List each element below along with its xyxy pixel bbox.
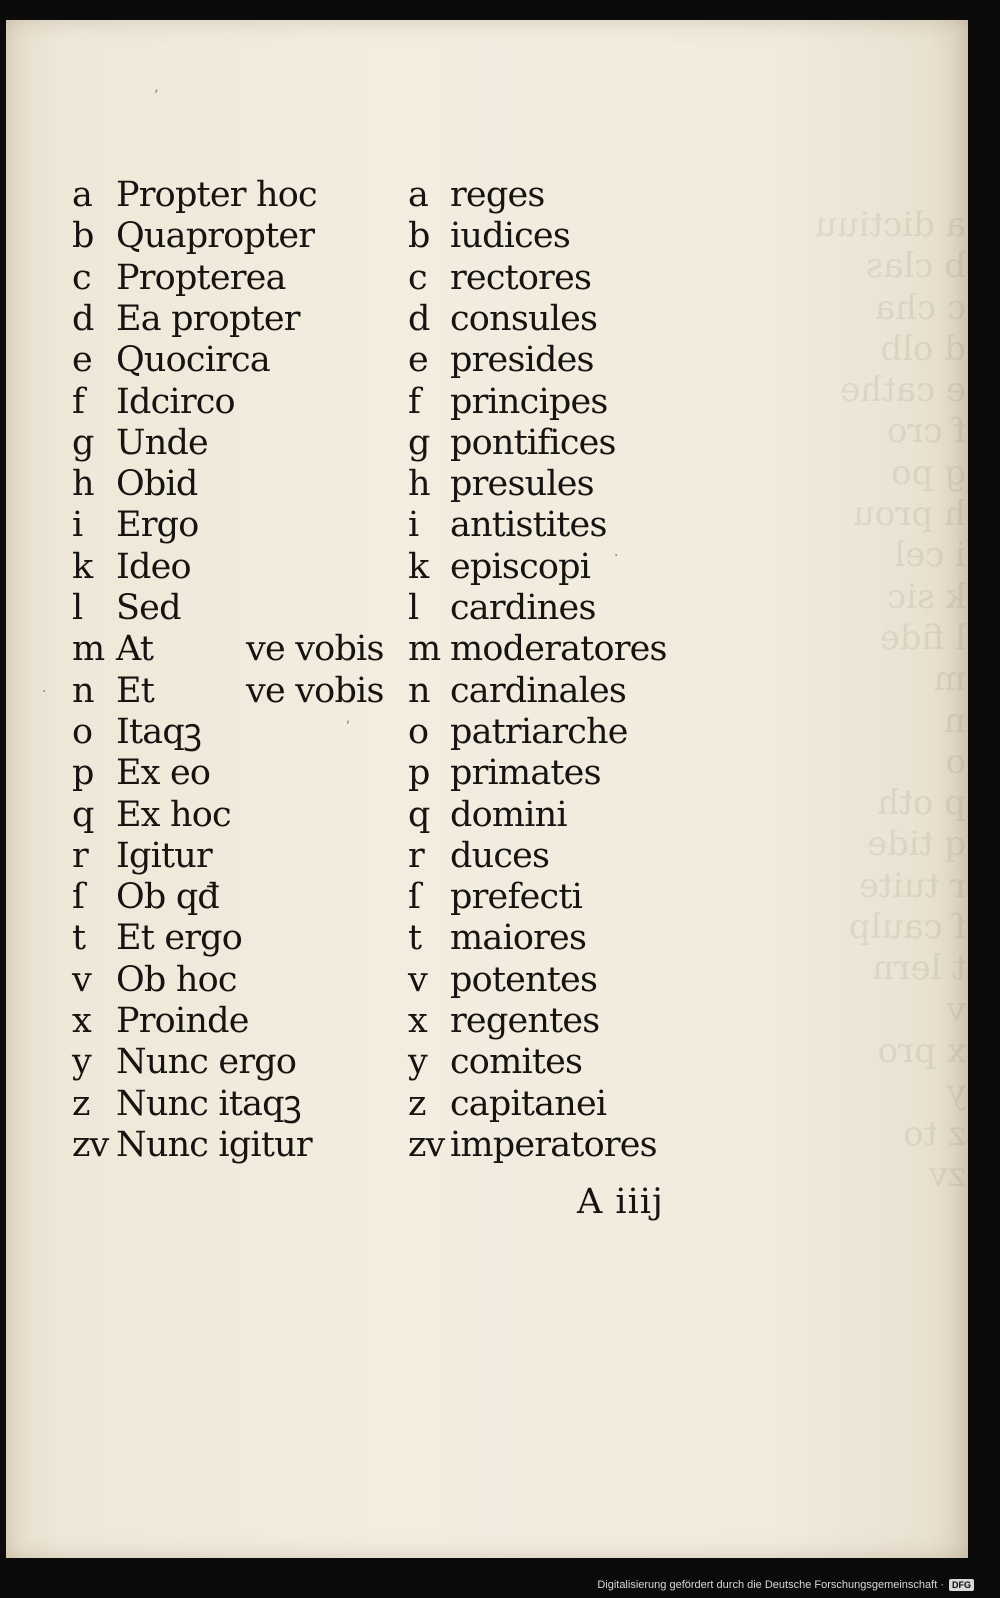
left-word: Unde <box>116 422 208 463</box>
right-letter: v <box>408 959 427 1000</box>
list-row <box>6 753 946 794</box>
left-word: Propterea <box>116 257 286 298</box>
left-letter: b <box>72 216 94 257</box>
show-through-line: ſ caulp <box>848 907 966 948</box>
left-word-extra: ve vobis <box>246 629 384 670</box>
right-letter: ſ <box>408 877 420 918</box>
list-row <box>6 258 946 299</box>
left-letter: zv <box>72 1124 109 1165</box>
left-letter: q <box>72 794 94 835</box>
signature-mark: A iiij <box>577 1182 664 1222</box>
left-letter: ſ <box>72 877 84 918</box>
left-word: Quocirca <box>116 340 270 381</box>
right-letter: h <box>408 464 430 505</box>
right-letter: g <box>408 422 430 463</box>
show-through-line: zv <box>928 1154 966 1195</box>
show-through-line: n <box>944 700 966 741</box>
list-row <box>6 423 946 464</box>
ink-speck: · <box>42 684 47 700</box>
right-letter: r <box>408 835 424 876</box>
show-through-line: r tuite <box>858 865 966 906</box>
left-letter: v <box>72 959 91 1000</box>
show-through-line: h prou <box>852 494 966 535</box>
left-word: At <box>116 629 154 670</box>
left-letter: i <box>72 505 83 546</box>
list-row <box>6 1042 946 1083</box>
left-letter: c <box>72 257 91 298</box>
left-word: Nunc itaqꝫ <box>116 1083 301 1124</box>
list-row <box>6 175 946 216</box>
list-row <box>6 836 946 877</box>
right-letter: p <box>408 753 430 794</box>
left-letter: m <box>72 629 105 670</box>
digitization-credit <box>597 1579 974 1591</box>
left-word: Et <box>116 670 155 711</box>
list-row <box>6 629 946 670</box>
left-word: Ergo <box>116 505 199 546</box>
show-through-line: a dictiuu <box>814 205 966 245</box>
left-word: Ex hoc <box>116 794 231 835</box>
show-through-line: m <box>933 659 966 700</box>
left-letter: h <box>72 464 94 505</box>
left-letter: p <box>72 753 94 794</box>
list-row <box>6 1125 946 1166</box>
right-letter: z <box>408 1083 426 1124</box>
right-word: principes <box>450 381 608 422</box>
left-word: Proinde <box>116 1001 249 1041</box>
list-row <box>6 588 946 629</box>
show-through-line: q tide <box>867 824 966 865</box>
list-row <box>6 464 946 505</box>
right-word: presules <box>450 464 594 505</box>
show-through-line: x pro <box>877 1030 966 1071</box>
right-letter: f <box>408 381 420 422</box>
right-word: patriarche <box>450 711 628 752</box>
left-word: Nunc igitur <box>116 1124 312 1165</box>
right-word: primates <box>450 753 601 794</box>
dfg-logo: DFG <box>949 1579 974 1591</box>
right-word: reges <box>450 175 545 215</box>
right-word: potentes <box>450 959 598 1000</box>
right-letter: l <box>408 588 419 628</box>
list-row <box>6 340 946 381</box>
list-row <box>6 1001 946 1042</box>
left-word: Quapropter <box>116 216 315 257</box>
show-through-line: l fide <box>879 617 966 658</box>
right-letter: d <box>408 298 430 339</box>
show-through-line: y <box>946 1072 966 1113</box>
left-letter: z <box>72 1083 90 1124</box>
show-through-line: k sic <box>887 576 966 617</box>
show-through-line: o <box>945 741 966 782</box>
left-letter: l <box>72 588 83 628</box>
ink-speck: ʹ <box>346 720 350 736</box>
left-word: Obid <box>116 464 198 505</box>
right-letter: n <box>408 670 430 711</box>
left-letter: d <box>72 298 94 339</box>
left-word: Ea propter <box>116 298 300 339</box>
right-word: moderatores <box>450 629 667 670</box>
right-letter: o <box>408 711 429 752</box>
show-through-line: z to <box>903 1113 966 1154</box>
right-letter: m <box>408 629 441 670</box>
list-row <box>6 547 946 588</box>
left-word-extra: ve vobis <box>246 670 384 711</box>
left-letter: n <box>72 670 94 711</box>
right-word: regentes <box>450 1001 600 1041</box>
list-row <box>6 299 946 340</box>
left-word: Propter hoc <box>116 175 317 215</box>
right-word: antistites <box>450 505 607 546</box>
list-row <box>6 1084 946 1125</box>
left-letter: a <box>72 175 92 215</box>
show-through-line: c cha <box>874 287 966 328</box>
show-through-line: i cel <box>894 535 966 576</box>
list-row <box>6 671 946 712</box>
left-word: Et ergo <box>116 918 243 959</box>
left-word: Sed <box>116 588 181 628</box>
footer-text: Digitalisierung gefördert durch die Deutsche Forschungsgemeinschaft · <box>597 1579 944 1591</box>
show-through-line: d olb <box>880 328 966 369</box>
list-row <box>6 382 946 423</box>
ink-speck: ʼ <box>154 88 159 104</box>
right-letter: e <box>408 340 428 381</box>
show-through-line: t lern <box>872 948 966 989</box>
show-through-line: v <box>946 989 966 1030</box>
list-row <box>6 795 946 836</box>
left-word: Ob qđ <box>116 877 220 918</box>
right-letter: c <box>408 257 427 298</box>
show-through-line: e cathe <box>840 370 966 411</box>
right-letter: zv <box>408 1124 445 1165</box>
right-letter: t <box>408 918 422 959</box>
right-word: consules <box>450 298 598 339</box>
right-word: presides <box>450 340 594 381</box>
right-word: episcopi <box>450 546 591 587</box>
left-letter: k <box>72 546 93 587</box>
left-word: Nunc ergo <box>116 1042 297 1083</box>
right-letter: b <box>408 216 430 257</box>
left-letter: r <box>72 835 88 876</box>
left-letter: g <box>72 422 94 463</box>
left-word: Igitur <box>116 835 212 876</box>
show-through-line: p oth <box>877 783 966 824</box>
show-through-line: f cro <box>886 411 966 452</box>
left-word: Idcirco <box>116 381 235 422</box>
list-row <box>6 960 946 1001</box>
right-letter: k <box>408 546 429 587</box>
show-through-line: b clas <box>865 246 966 287</box>
list-row <box>6 216 946 257</box>
left-letter: y <box>72 1042 91 1083</box>
ink-speck: · <box>614 548 619 564</box>
left-letter: e <box>72 340 92 381</box>
right-word: imperatores <box>450 1124 657 1165</box>
left-letter: f <box>72 381 84 422</box>
right-word: duces <box>450 835 550 876</box>
book-page <box>6 20 968 1558</box>
list-row <box>6 712 946 753</box>
right-word: domini <box>450 794 567 835</box>
right-word: comites <box>450 1042 583 1083</box>
list-row <box>6 505 946 546</box>
left-word: Ob hoc <box>116 959 237 1000</box>
right-word: maiores <box>450 918 587 959</box>
right-letter: x <box>408 1001 427 1041</box>
list-row <box>6 877 946 918</box>
left-word: Ideo <box>116 546 191 587</box>
right-word: pontifices <box>450 422 616 463</box>
right-letter: q <box>408 794 430 835</box>
right-word: prefecti <box>450 877 582 918</box>
show-through-line: g po <box>891 452 966 493</box>
left-word: Ex eo <box>116 753 211 794</box>
right-word: capitanei <box>450 1083 607 1124</box>
right-word: cardinales <box>450 670 627 711</box>
right-word: cardines <box>450 588 596 628</box>
left-letter: t <box>72 918 86 959</box>
left-letter: x <box>72 1001 91 1041</box>
right-letter: i <box>408 505 419 546</box>
list-row <box>6 918 946 959</box>
right-letter: a <box>408 175 428 215</box>
right-letter: y <box>408 1042 427 1083</box>
right-word: rectores <box>450 257 592 298</box>
right-word: iudices <box>450 216 571 257</box>
left-word: Itaqꝫ <box>116 711 202 752</box>
left-letter: o <box>72 711 93 752</box>
